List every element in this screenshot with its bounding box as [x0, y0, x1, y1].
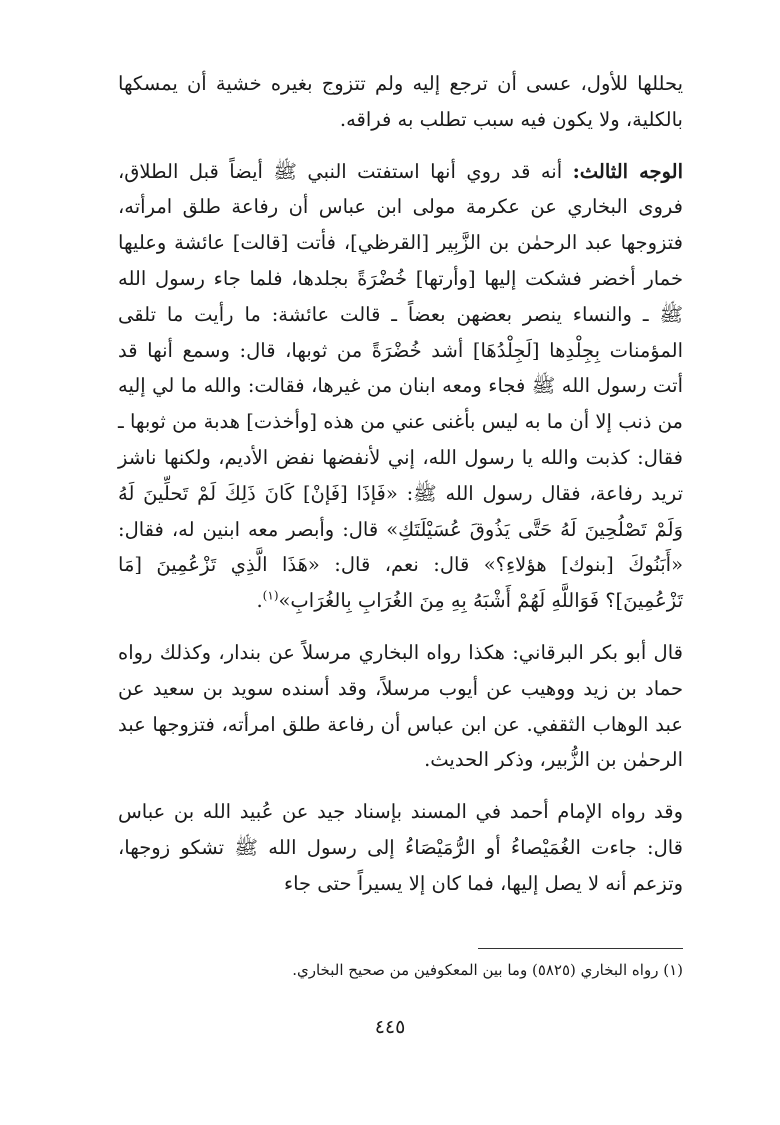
paragraph-2-tail: .: [256, 589, 263, 613]
paragraph-4: [118, 794, 683, 901]
paragraph-4-text: وقد رواه الإمام أحمد في المسند بإسناد جيد عن عُبيد الله بن عباس قال: جاءت الغُمَيْصاءُ أو الرُّمَيْصَاءُ إلى رسول الله ﷺ تشكو زوجها، وتزعم أنه لا يصل إليها، فما كان إلا يسيراً حتى جاء: [118, 800, 683, 895]
paragraph-1: [118, 66, 683, 138]
paragraph-1-text: يحللها للأول، عسى أن ترجع إليه ولم تتزوج بغيره خشية أن يمسكها بالكلية، ولا يكون فيه سبب تطلب به فراقه.: [118, 72, 683, 131]
paragraph-2-text: أنه قد روي أنها استفتت النبي ﷺ أيضاً قبل الطلاق، فروى البخاري عن عكرمة مولى ابن عباس أن رفاعة طلق امرأته، فتزوجها عبد الرحمٰن بن الزَّبِير [القرظي]، فأتت [قالت] عائشة وعليها خمار أخضر فشكت إليها [وأرتها] خُضْرَةً بجلدها، فلما جاء رسول الله ﷺ ـ والنساء ينصر بعضهن بعضاً ـ قالت عائشة: ما رأيت ما تلقى المؤمنات بِجِلْدِها [لَجِلْدُهَا] أشد خُضْرَةً من ثوبها، قال: وسمع أنها قد أتت رسول الله ﷺ فجاء ومعه ابنان من غيرها، فقالت: والله ما لي إليه من ذنب إلا أن ما به ليس بأغنى عني من هذه [وأخذت] هدبة من ثوبها ـ فقال: كذبت والله يا رسول الله، إني لأنفضها نفض الأديم، ولكنها ناشز تريد رفاعة، فقال رسول الله ﷺ: «فَإذَا [فَإنْ] كَانَ ذَلِكَ لَمْ تَحلِّينَ لَهُ وَلَمْ تَصْلُحِينَ لَهُ حَتَّى يَذُوقَ عُسَيْلَتَكِ» قال: وأبصر معه ابنين له، فقال: «أَبَنُوكَ [بنوك] هؤلاءِ؟» قال: نعم، قال: «هَذَا الَّذِي تَزْعُمِينَ [مَا تَزْعُمِينَ]؟ فَوَاللَّهِ لَهُمْ أَشْبَهُ بِهِ مِنَ الغُرَابِ بِالغُرَابِ»: [118, 159, 683, 613]
footnote-separator: [478, 948, 683, 949]
paragraph-2: [118, 154, 683, 619]
footnote: (١) رواه البخاري (٥٨٢٥) وما بين المعكوفين من صحيح البخاري.: [292, 961, 683, 979]
paragraph-3: [118, 635, 683, 778]
paragraph-3-text: قال أبو بكر البرقاني: هكذا رواه البخاري مرسلاً عن بندار، وكذلك رواه حماد بن زيد ووهيب عن أيوب مرسلاً، وقد أسنده سويد بن سعيد عن عبد الوهاب الثقفي. عن ابن عباس أن رفاعة طلق امرأته، فتزوجها عبد الرحمٰن بن الزُّبير، وذكر الحديث.: [118, 640, 683, 772]
page-number: ٤٤٥: [374, 1016, 406, 1038]
main-text: [118, 66, 683, 902]
footnote-ref[interactable]: (١): [262, 588, 279, 603]
paragraph-2-lead: الوجه الثالث:: [572, 159, 684, 183]
